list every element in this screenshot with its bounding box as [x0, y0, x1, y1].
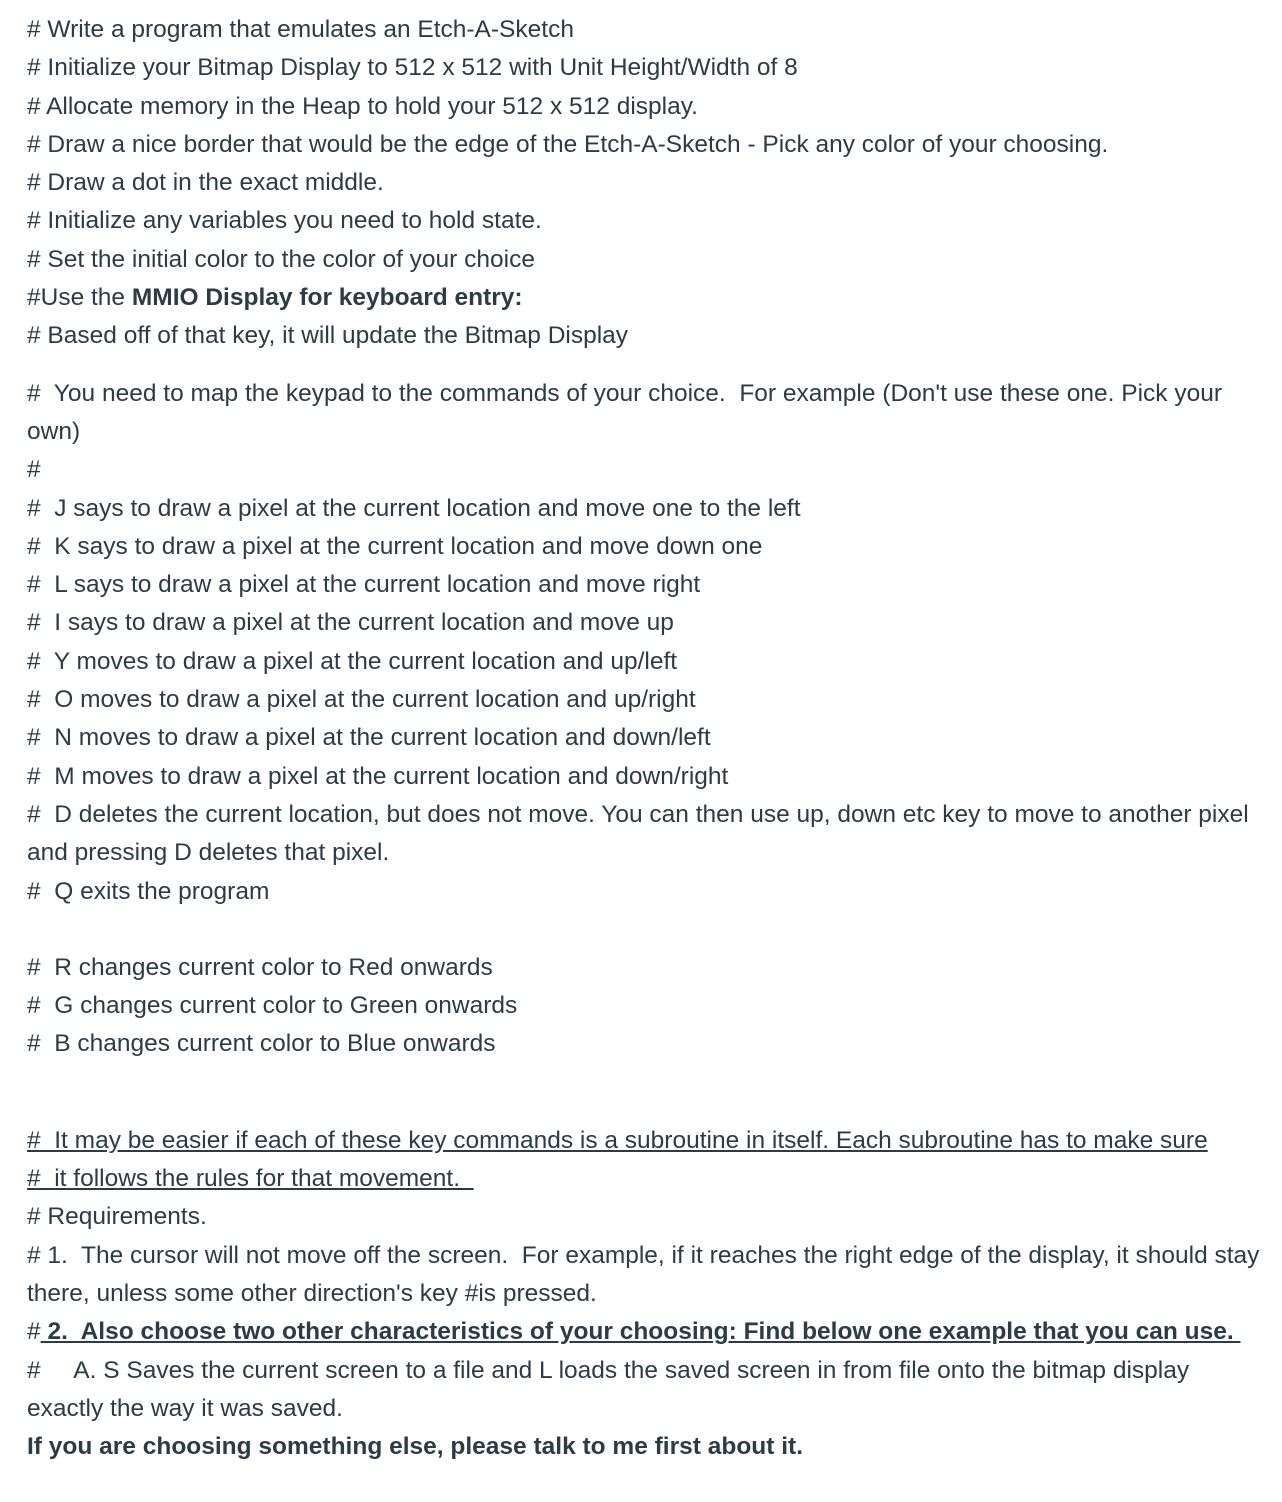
command-line: # O moves to draw a pixel at the current location and up/right: [27, 686, 696, 714]
closing-note: If you are choosing something else, please talk to me first about it.: [27, 1433, 803, 1461]
command-line: # N moves to draw a pixel at the current location and down/left: [27, 724, 711, 752]
intro-line: # Draw a nice border that would be the edge of the Etch-A-Sketch - Pick any color of your choosing.: [27, 130, 1109, 158]
requirement-2-text: 2. Also choose two other characteristics of your choosing: Find below one example that you can use.: [40, 1318, 1241, 1346]
intro-line: # Initialize your Bitmap Display to 512 x 512 with Unit Height/Width of 8: [27, 54, 798, 82]
command-line: # J says to draw a pixel at the current location and move one to the left: [27, 494, 801, 522]
mmio-prefix: #Use the: [27, 284, 132, 312]
subroutine-note-line: # It may be easier if each of these key commands is a subroutine in itself. Each subroutine has to make sure: [27, 1126, 1208, 1154]
intro-line: # Set the initial color to the color of your choice: [27, 245, 535, 273]
command-line: # I says to draw a pixel at the current location and move up: [27, 609, 674, 637]
command-line: # Y moves to draw a pixel at the current location and up/left: [27, 647, 678, 675]
intro-line: # Allocate memory in the Heap to hold your 512 x 512 display.: [27, 92, 698, 120]
subroutine-note-line: # it follows the rules for that movement.: [27, 1165, 474, 1193]
intro-line: # Write a program that emulates an Etch-A-Sketch: [27, 16, 574, 43]
assignment-document: [27, 11, 1267, 1466]
color-command-line: # G changes current color to Green onwards: [27, 992, 518, 1020]
spacer: [27, 911, 1262, 949]
requirement-2: [27, 1313, 1262, 1351]
spacer: [27, 1064, 1262, 1122]
color-command-line: # B changes current color to Blue onwards: [27, 1030, 496, 1058]
color-command-line: # R changes current color to Red onwards: [27, 953, 493, 981]
command-line: # Q exits the program: [27, 877, 270, 905]
command-line: # D deletes the current location, but does not move. You can then use up, down etc key to move to another pixel and pressing D deletes that pixel.: [27, 800, 1256, 867]
requirement-1: # 1. The cursor will not move off the screen. For example, if it reaches the right edge of the display, it should stay there, unless some other direction's key #is pressed.: [27, 1241, 1267, 1307]
command-line: # K says to draw a pixel at the current location and move down one: [27, 532, 763, 560]
command-line: # M moves to draw a pixel at the current location and down/right: [27, 762, 729, 790]
command-line: # L says to draw a pixel at the current location and move right: [27, 571, 701, 599]
based-off-line: # Based off of that key, it will update the Bitmap Display: [27, 322, 629, 350]
intro-line: # Draw a dot in the exact middle.: [27, 169, 384, 197]
spacer: [27, 356, 1262, 375]
mmio-bold-text: MMIO Display for keyboard entry:: [131, 284, 523, 312]
intro-line: # Initialize any variables you need to hold state.: [27, 207, 542, 235]
example-a: # A. S Saves the current screen to a file and L loads the saved screen in from file onto the bitmap display exactly the way it was saved.: [27, 1356, 1196, 1422]
requirements-title: # Requirements.: [27, 1203, 207, 1231]
hash-line: #: [27, 456, 41, 484]
requirement-2-prefix: #: [27, 1318, 41, 1346]
mmio-line: [27, 279, 1262, 317]
keypad-intro-line: # You need to map the keypad to the commands of your choice. For example (Don't use these one. Pick your own): [27, 379, 1229, 445]
